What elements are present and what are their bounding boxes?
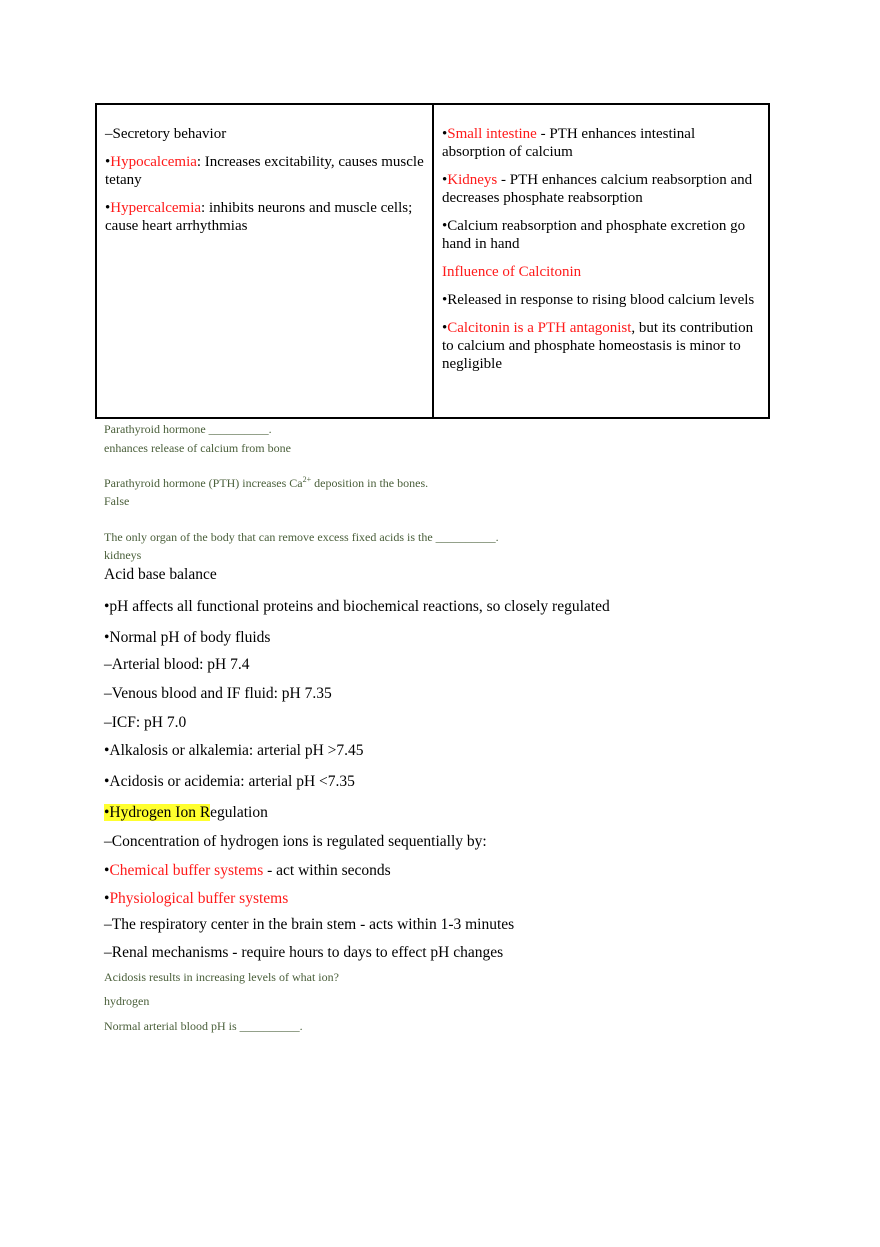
quiz-question-pth-deposition <box>104 476 428 491</box>
sub-respiratory-center: –The respiratory center in the brain stem - acts within 1-3 minutes <box>104 916 515 933</box>
chemical-buffer-rest: - act within seconds <box>263 862 391 879</box>
section-heading-acid-base: Acid base balance <box>104 566 217 583</box>
bullet-alkalosis: •Alkalosis or alkalemia: arterial pH >7.45 <box>104 742 364 759</box>
quiz-question-pth: Parathyroid hormone __________. <box>104 422 272 436</box>
table-paragraph <box>442 263 760 281</box>
paragraph-text: - PTH enhances calcium reabsorption and decreases phosphate reabsorption <box>442 172 753 206</box>
paragraph-text: • <box>105 200 111 216</box>
table-paragraph <box>442 171 760 207</box>
table-paragraph <box>442 291 760 309</box>
red-term: Hypercalcemia <box>110 200 202 216</box>
bullet-acidosis: •Acidosis or acidemia: arterial pH <7.35 <box>104 773 355 790</box>
quiz-question-text-end: deposition in the bones. <box>311 476 429 490</box>
bullet-mark: • <box>104 890 110 907</box>
highlighted-text: •Hydrogen Ion R <box>104 804 211 821</box>
paragraph-text: - PTH enhances intestinal absorption of calcium <box>442 126 696 160</box>
quiz-answer-pth: enhances release of calcium from bone <box>104 441 291 455</box>
paragraph-text: • <box>442 320 448 336</box>
paragraph-text: –Secretory behavior <box>105 126 227 142</box>
paragraph-text: • <box>105 154 111 170</box>
sub-icf: –ICF: pH 7.0 <box>104 714 187 731</box>
quiz-question-text: Parathyroid hormone (PTH) increases Ca <box>104 476 303 490</box>
hydrogen-ion-rest: egulation <box>210 804 268 821</box>
table-paragraph <box>442 217 760 253</box>
paragraph-text: : Increases excitability, causes muscle tetany <box>105 154 424 188</box>
paragraph-text: •Calcium reabsorption and phosphate excretion go hand in hand <box>442 218 746 252</box>
paragraph-text: , but its contribution to calcium and phosphate homeostasis is minor to negligible <box>442 320 754 372</box>
sub-renal-mechanisms: –Renal mechanisms - require hours to days to effect pH changes <box>104 944 504 961</box>
paragraph-text: : inhibits neurons and muscle cells; cause heart arrhythmias <box>105 200 413 234</box>
paragraph-text: • <box>442 126 448 142</box>
table-paragraph <box>442 319 760 373</box>
quiz-question-fixed-acids: The only organ of the body that can remove excess fixed acids is the __________. <box>104 530 499 544</box>
bullet-normal-ph: •Normal pH of body fluids <box>104 629 271 646</box>
quiz-question-acidosis: Acidosis results in increasing levels of what ion? <box>104 970 339 984</box>
red-term: Hypocalcemia <box>110 154 197 170</box>
bullet-mark: • <box>104 862 110 879</box>
sub-arterial-blood: –Arterial blood: pH 7.4 <box>104 656 250 673</box>
bullet-hydrogen-ion-regulation <box>104 804 268 822</box>
quiz-answer-acidosis: hydrogen <box>104 994 150 1008</box>
table-left-column <box>97 105 434 417</box>
sub-venous-blood: –Venous blood and IF fluid: pH 7.35 <box>104 685 332 702</box>
quiz-question-normal-ph: Normal arterial blood pH is __________. <box>104 1019 303 1033</box>
bullet-physiological-buffer <box>104 890 288 908</box>
red-term: Small intestine <box>447 126 537 142</box>
red-term: Calcitonin is a PTH antagonist <box>447 320 632 336</box>
bullet-chemical-buffer <box>104 862 391 880</box>
quiz-answer-pth-deposition: False <box>104 494 130 508</box>
notes-table <box>95 103 770 419</box>
paragraph-text: •Released in response to rising blood calcium levels <box>442 292 755 308</box>
red-term: Influence of Calcitonin <box>442 264 582 280</box>
table-right-column <box>434 105 768 417</box>
quiz-answer-fixed-acids: kidneys <box>104 548 142 562</box>
superscript-charge: 2+ <box>302 475 312 484</box>
table-paragraph <box>105 153 424 189</box>
physiological-buffer-label: Physiological buffer systems <box>109 890 289 907</box>
table-paragraph <box>105 125 424 143</box>
bullet-ph-affects: •pH affects all functional proteins and biochemical reactions, so closely regulated <box>104 598 610 615</box>
sub-concentration: –Concentration of hydrogen ions is regulated sequentially by: <box>104 833 487 850</box>
table-paragraph <box>105 199 424 235</box>
paragraph-text: • <box>442 172 448 188</box>
table-paragraph <box>442 125 760 161</box>
red-term: Kidneys <box>447 172 498 188</box>
chemical-buffer-label: Chemical buffer systems <box>109 862 264 879</box>
